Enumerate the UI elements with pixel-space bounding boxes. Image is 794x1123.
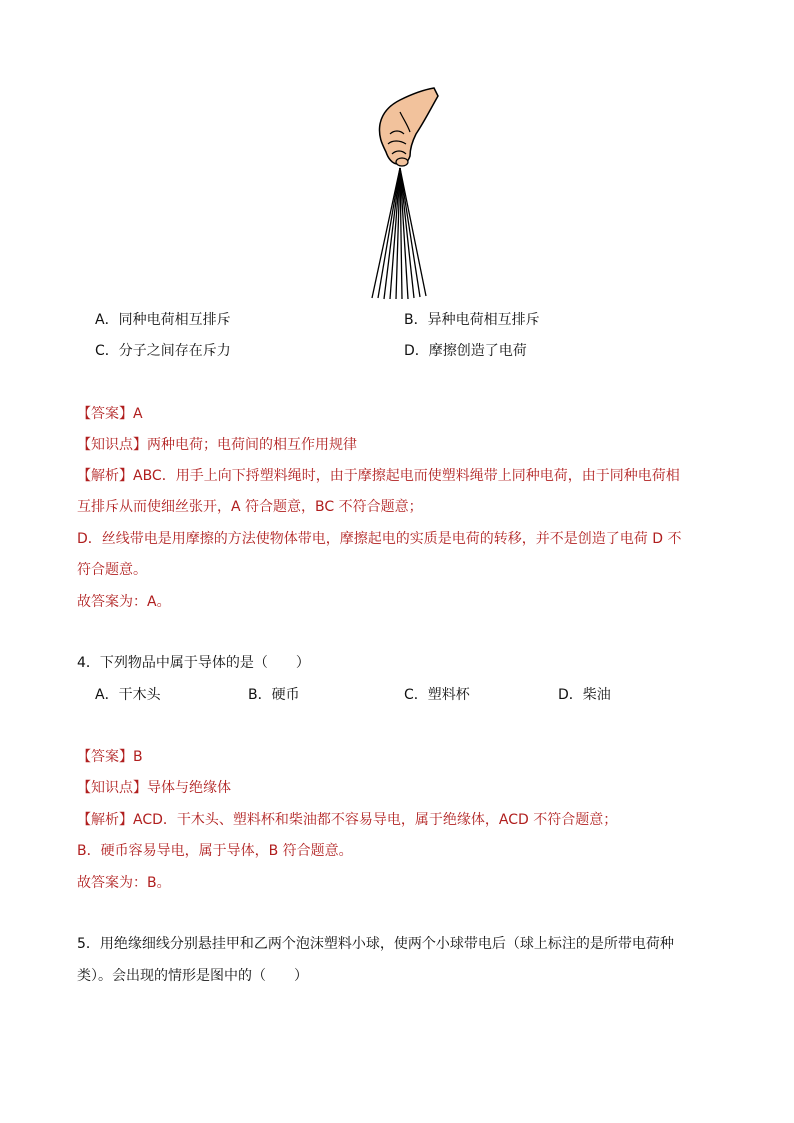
q4-option-a: A．干木头 (95, 687, 161, 703)
q4-analysis-text-1: ACD．干木头、塑料杯和柴油都不容易导电，属于绝缘体，ACD 不符合题意； (133, 812, 618, 828)
hand-strands-illustration (360, 82, 444, 302)
q4-option-d: D．柴油 (558, 687, 611, 703)
analysis-line-3: D．丝线带电是用摩擦的方法使物体带电，摩擦起电的实质是电荷的转移，并不是创造了电荷 D 不 (77, 531, 682, 547)
analysis-line-1 (77, 466, 680, 486)
hand-with-strands-figure (360, 82, 444, 302)
strands (372, 168, 426, 299)
q4-option-b: B．硬币 (248, 687, 300, 703)
question-5-stem-line-2: 类）。会出现的情形是图中的（ ） (77, 968, 308, 984)
analysis-text-1: ABC．用手上向下捋塑料绳时，由于摩擦起电而使塑料绳带上同种电荷，由于同种电荷相 (133, 468, 680, 484)
q4-answer-label: 【答案】 (77, 749, 133, 765)
q4-knowledge-label: 【知识点】 (77, 780, 147, 796)
option-d: D．摩擦创造了电荷 (404, 343, 527, 359)
hand-shape (379, 88, 438, 165)
analysis-label: 【解析】 (77, 468, 133, 484)
answer-label: 【答案】 (77, 406, 133, 422)
q4-answer-value: B (133, 749, 143, 765)
q4-option-c: C．塑料杯 (404, 687, 470, 703)
q4-knowledge-value: 导体与绝缘体 (147, 780, 231, 796)
question-5-stem-line-1: 5．用绝缘细线分别悬挂甲和乙两个泡沫塑料小球，使两个小球带电后（球上标注的是所带电荷种 (77, 936, 674, 952)
q4-analysis-label: 【解析】 (77, 812, 133, 828)
q4-analysis-line-2: B．硬币容易导电，属于导体，B 符合题意。 (77, 843, 353, 859)
q4-analysis-line-1 (77, 810, 617, 830)
q4-conclusion-line: 故答案为：B。 (77, 875, 171, 891)
conclusion-line: 故答案为：A。 (77, 594, 171, 610)
option-c: C．分子之间存在斥力 (95, 343, 231, 359)
knowledge-line (77, 435, 357, 455)
q4-answer-line (77, 747, 143, 767)
knowledge-label: 【知识点】 (77, 437, 147, 453)
analysis-line-4: 符合题意。 (77, 562, 147, 578)
option-a: A．同种电荷相互排斥 (95, 312, 231, 328)
answer-line (77, 404, 143, 424)
question-4-stem: 4．下列物品中属于导体的是（ ） (77, 655, 310, 671)
option-b: B．异种电荷相互排斥 (404, 312, 540, 328)
q4-knowledge-line (77, 778, 231, 798)
answer-value: A (133, 406, 143, 422)
knowledge-value: 两种电荷；电荷间的相互作用规律 (147, 437, 357, 453)
analysis-line-2: 互排斥从而使细丝张开，A 符合题意，BC 不符合题意； (77, 499, 423, 515)
